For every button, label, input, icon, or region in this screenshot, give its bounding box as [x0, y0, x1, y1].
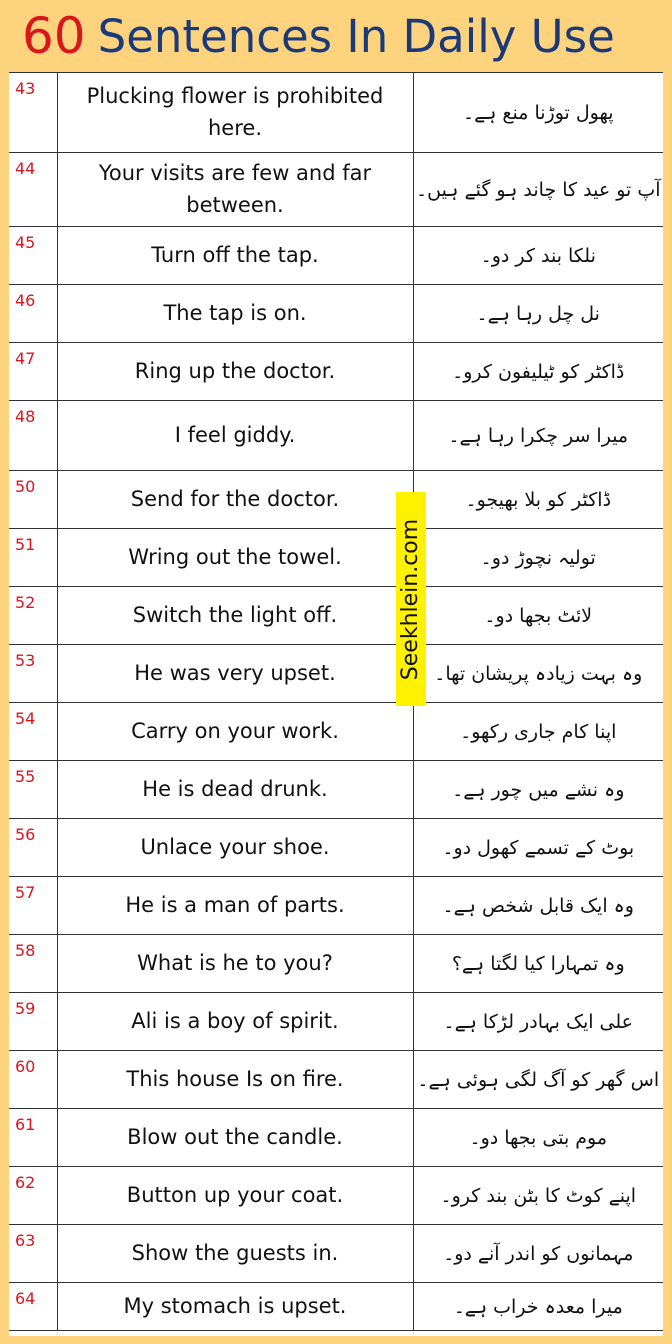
row-number: 63: [9, 1225, 57, 1283]
urdu-translation: وہ ایک قابل شخص ہے۔: [413, 877, 663, 935]
english-sentence: Switch the light off.: [57, 587, 413, 645]
table-row: [9, 587, 663, 645]
english-sentence: Show the guests in.: [57, 1225, 413, 1283]
row-number: 46: [9, 285, 57, 343]
table-row: [9, 935, 663, 993]
row-number: 56: [9, 819, 57, 877]
row-number: 51: [9, 529, 57, 587]
row-number: 47: [9, 343, 57, 401]
urdu-translation: نلکا بند کر دو۔: [413, 227, 663, 285]
table-row: [9, 73, 663, 153]
english-sentence: Your visits are few and far between.: [57, 153, 413, 227]
row-number: 50: [9, 471, 57, 529]
urdu-translation: وہ بہت زیادہ پریشان تھا۔: [413, 645, 663, 703]
table-row: [9, 1167, 663, 1225]
urdu-translation: مہمانوں کو اندر آنے دو۔: [413, 1225, 663, 1283]
watermark-badge: [396, 492, 426, 706]
row-number: 43: [9, 73, 57, 153]
row-number: 57: [9, 877, 57, 935]
urdu-translation: اپنے کوٹ کا بٹن بند کرو۔: [413, 1167, 663, 1225]
urdu-translation: پھول توڑنا منع ہے۔: [413, 73, 663, 153]
row-number: 58: [9, 935, 57, 993]
table-row: [9, 819, 663, 877]
english-sentence: Turn off the tap.: [57, 227, 413, 285]
row-number: 59: [9, 993, 57, 1051]
urdu-translation: نل چل رہا ہے۔: [413, 285, 663, 343]
table-row: [9, 343, 663, 401]
english-sentence: He was very upset.: [57, 645, 413, 703]
table-row: [9, 227, 663, 285]
english-sentence: Carry on your work.: [57, 703, 413, 761]
row-number: 52: [9, 587, 57, 645]
row-number: 45: [9, 227, 57, 285]
page-title: Sentences In Daily Use: [97, 9, 615, 63]
table-row: [9, 401, 663, 471]
english-sentence: He is dead drunk.: [57, 761, 413, 819]
row-number: 44: [9, 153, 57, 227]
urdu-translation: میرا معدہ خراب ہے۔: [413, 1283, 663, 1331]
table-row: [9, 645, 663, 703]
table-row: [9, 761, 663, 819]
english-sentence: Plucking flower is prohibited here.: [57, 73, 413, 153]
row-number: 55: [9, 761, 57, 819]
row-number: 62: [9, 1167, 57, 1225]
table-row: [9, 1283, 663, 1331]
urdu-translation: آپ تو عید کا چاند ہو گئے ہیں۔: [413, 153, 663, 227]
english-sentence: Button up your coat.: [57, 1167, 413, 1225]
english-sentence: The tap is on.: [57, 285, 413, 343]
page-header: [0, 0, 672, 72]
table-row: [9, 1051, 663, 1109]
urdu-translation: لائٹ بجھا دو۔: [413, 587, 663, 645]
english-sentence: Wring out the towel.: [57, 529, 413, 587]
row-number: 54: [9, 703, 57, 761]
table-row: [9, 877, 663, 935]
english-sentence: Send for the doctor.: [57, 471, 413, 529]
table-row: [9, 471, 663, 529]
english-sentence: Ring up the doctor.: [57, 343, 413, 401]
urdu-translation: اس گھر کو آگ لگی ہوئی ہے۔: [413, 1051, 663, 1109]
row-number: 61: [9, 1109, 57, 1167]
header-number: 60: [22, 7, 86, 65]
urdu-translation: وہ تمہارا کیا لگتا ہے؟: [413, 935, 663, 993]
sentence-table: [9, 72, 663, 1331]
english-sentence: My stomach is upset.: [57, 1283, 413, 1331]
table-row: [9, 703, 663, 761]
urdu-translation: موم بتی بجھا دو۔: [413, 1109, 663, 1167]
urdu-translation: ڈاکٹر کو بلا بھیجو۔: [413, 471, 663, 529]
table-row: [9, 1109, 663, 1167]
urdu-translation: بوٹ کے تسمے کھول دو۔: [413, 819, 663, 877]
sentence-rows: [9, 73, 663, 1331]
urdu-translation: تولیہ نچوڑ دو۔: [413, 529, 663, 587]
urdu-translation: اپنا کام جاری رکھو۔: [413, 703, 663, 761]
table-row: [9, 529, 663, 587]
table-row: [9, 153, 663, 227]
watermark-text: Seekhlein.com: [398, 518, 424, 680]
english-sentence: He is a man of parts.: [57, 877, 413, 935]
table-row: [9, 285, 663, 343]
urdu-translation: میرا سر چکرا رہا ہے۔: [413, 401, 663, 471]
english-sentence: Blow out the candle.: [57, 1109, 413, 1167]
row-number: 53: [9, 645, 57, 703]
urdu-translation: ڈاکٹر کو ٹیلیفون کرو۔: [413, 343, 663, 401]
row-number: 64: [9, 1283, 57, 1331]
english-sentence: I feel giddy.: [57, 401, 413, 471]
english-sentence: What is he to you?: [57, 935, 413, 993]
row-number: 48: [9, 401, 57, 471]
sentence-sheet: [9, 72, 663, 1336]
english-sentence: This house Is on fire.: [57, 1051, 413, 1109]
english-sentence: Ali is a boy of spirit.: [57, 993, 413, 1051]
urdu-translation: علی ایک بہادر لڑکا ہے۔: [413, 993, 663, 1051]
english-sentence: Unlace your shoe.: [57, 819, 413, 877]
table-row: [9, 1225, 663, 1283]
table-row: [9, 993, 663, 1051]
urdu-translation: وہ نشے میں چور ہے۔: [413, 761, 663, 819]
row-number: 60: [9, 1051, 57, 1109]
